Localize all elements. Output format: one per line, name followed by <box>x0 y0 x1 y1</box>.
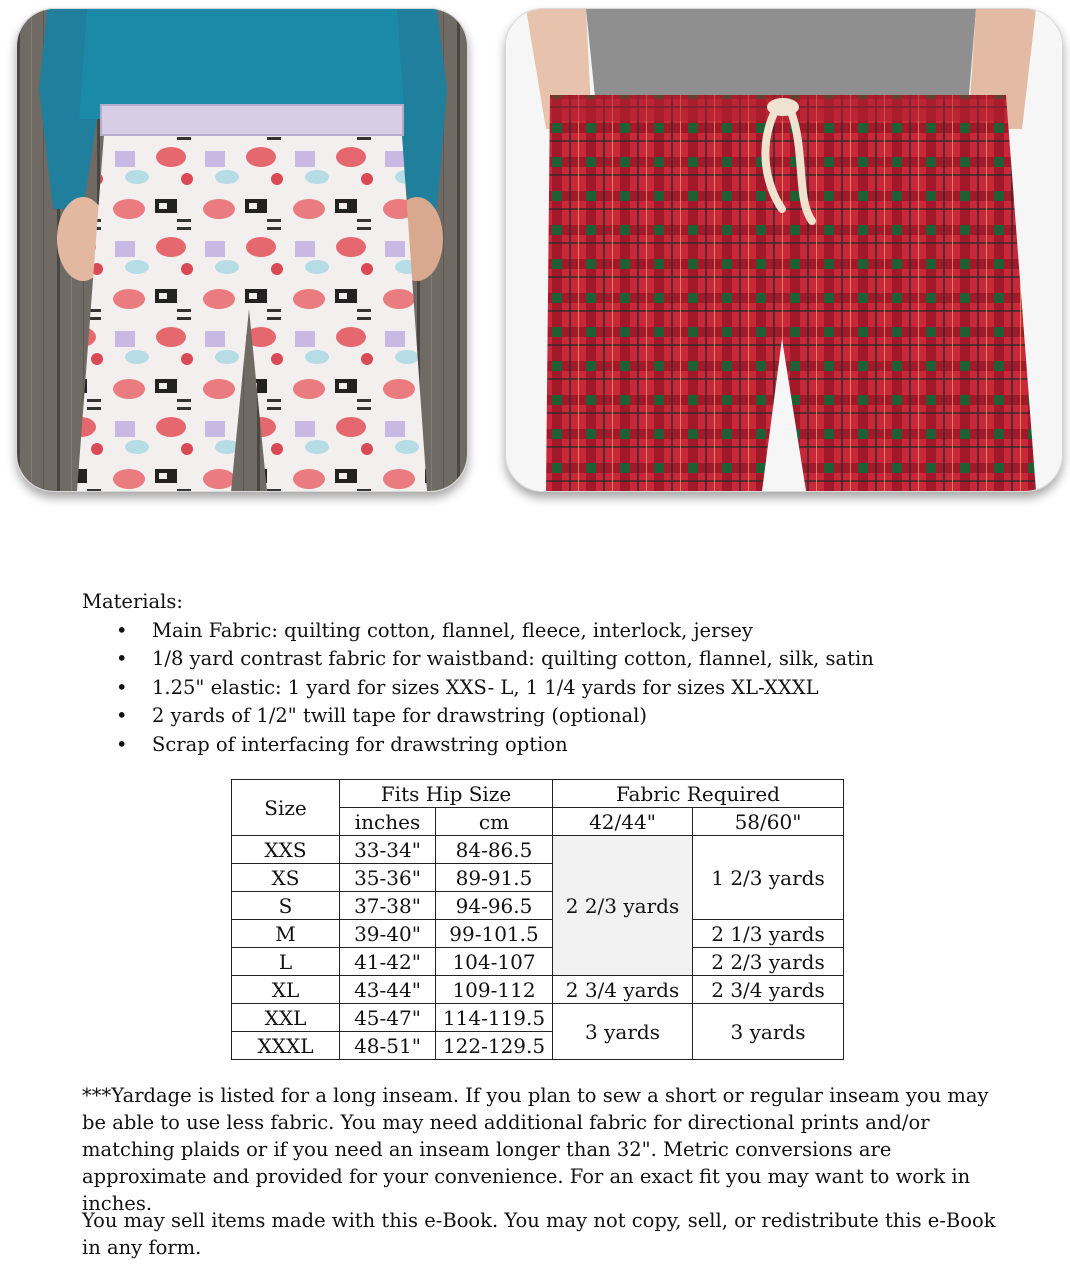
photo-red-plaid-pants <box>505 8 1063 492</box>
cell-size: XXS <box>232 836 340 864</box>
cell-fabric-58-l: 2 2/3 yards <box>693 948 844 976</box>
cell-cm: 122-129.5 <box>436 1032 553 1060</box>
cell-inches: 37-38" <box>340 892 436 920</box>
header-size: Size <box>232 780 340 836</box>
cell-cm: 94-96.5 <box>436 892 553 920</box>
materials-item: • 1/8 yard contrast fabric for waistband: quilting cotton, flannel, silk, satin <box>82 645 1022 674</box>
table-row <box>232 836 844 864</box>
cell-size: XXXL <box>232 1032 340 1060</box>
yardage-note: ***Yardage is listed for a long inseam. If you plan to sew a short or regular inseam you may be able to use less fabric. You may need additional fabric for directional prints and/or matching plaids or if you need an inseam longer than 32". Metric conversions are approximate and provided for your convenience. For an exact fit you may want to work in inches. <box>82 1084 989 1215</box>
cell-cm: 104-107 <box>436 948 553 976</box>
cell-size: XS <box>232 864 340 892</box>
header-cm: cm <box>436 808 553 836</box>
materials-item: • 1.25" elastic: 1 yard for sizes XXS- L, 1 1/4 yards for sizes XL-XXXL <box>82 674 1022 703</box>
materials-item: • Main Fabric: quilting cotton, flannel, fleece, interlock, jersey <box>82 617 1022 646</box>
materials-item: • Scrap of interfacing for drawstring option <box>82 731 1022 760</box>
cell-fabric-42-xxl-xxxl: 3 yards <box>553 1004 693 1060</box>
cell-cm: 89-91.5 <box>436 864 553 892</box>
red-plaid-pants-illustration <box>506 9 1062 491</box>
cell-size: L <box>232 948 340 976</box>
cell-inches: 33-34" <box>340 836 436 864</box>
table-row <box>232 948 844 976</box>
table-row <box>232 1004 844 1032</box>
table-row <box>232 920 844 948</box>
header-width-58-60: 58/60" <box>693 808 844 836</box>
materials-section <box>82 588 1022 759</box>
cell-cm: 114-119.5 <box>436 1004 553 1032</box>
header-inches: inches <box>340 808 436 836</box>
cell-inches: 45-47" <box>340 1004 436 1032</box>
materials-item: • 2 yards of 1/2" twill tape for drawstring (optional) <box>82 702 1022 731</box>
materials-heading: Materials: <box>82 590 183 613</box>
header-fits-hip-size: Fits Hip Size <box>340 780 553 808</box>
header-width-42-44: 42/44" <box>553 808 693 836</box>
cell-size: S <box>232 892 340 920</box>
cell-size: XXL <box>232 1004 340 1032</box>
materials-list <box>82 617 1022 760</box>
cell-fabric-58-xxl-xxxl: 3 yards <box>693 1004 844 1060</box>
cell-inches: 48-51" <box>340 1032 436 1060</box>
size-chart-table <box>231 779 844 1060</box>
cell-cm: 84-86.5 <box>436 836 553 864</box>
table-row <box>232 976 844 1004</box>
cell-inches: 39-40" <box>340 920 436 948</box>
cell-inches: 35-36" <box>340 864 436 892</box>
cell-fabric-42-xl: 2 3/4 yards <box>553 976 693 1004</box>
cell-fabric-42-xxs-l: 2 2/3 yards <box>553 836 693 976</box>
header-fabric-required: Fabric Required <box>553 780 844 808</box>
photo-farm-print-pants <box>16 8 468 492</box>
cell-cm: 109-112 <box>436 976 553 1004</box>
license-note: You may sell items made with this e-Book. You may not copy, sell, or redistribute this e-Book in any form. <box>82 1209 996 1259</box>
cell-cm: 99-101.5 <box>436 920 553 948</box>
cell-size: XL <box>232 976 340 1004</box>
cell-inches: 43-44" <box>340 976 436 1004</box>
table-header-row <box>232 780 844 808</box>
cell-size: M <box>232 920 340 948</box>
cell-fabric-58-xxs-s: 1 2/3 yards <box>693 836 844 920</box>
farm-print-pants-illustration <box>17 9 467 491</box>
cell-fabric-58-m: 2 1/3 yards <box>693 920 844 948</box>
cell-inches: 41-42" <box>340 948 436 976</box>
cell-fabric-58-xl: 2 3/4 yards <box>693 976 844 1004</box>
